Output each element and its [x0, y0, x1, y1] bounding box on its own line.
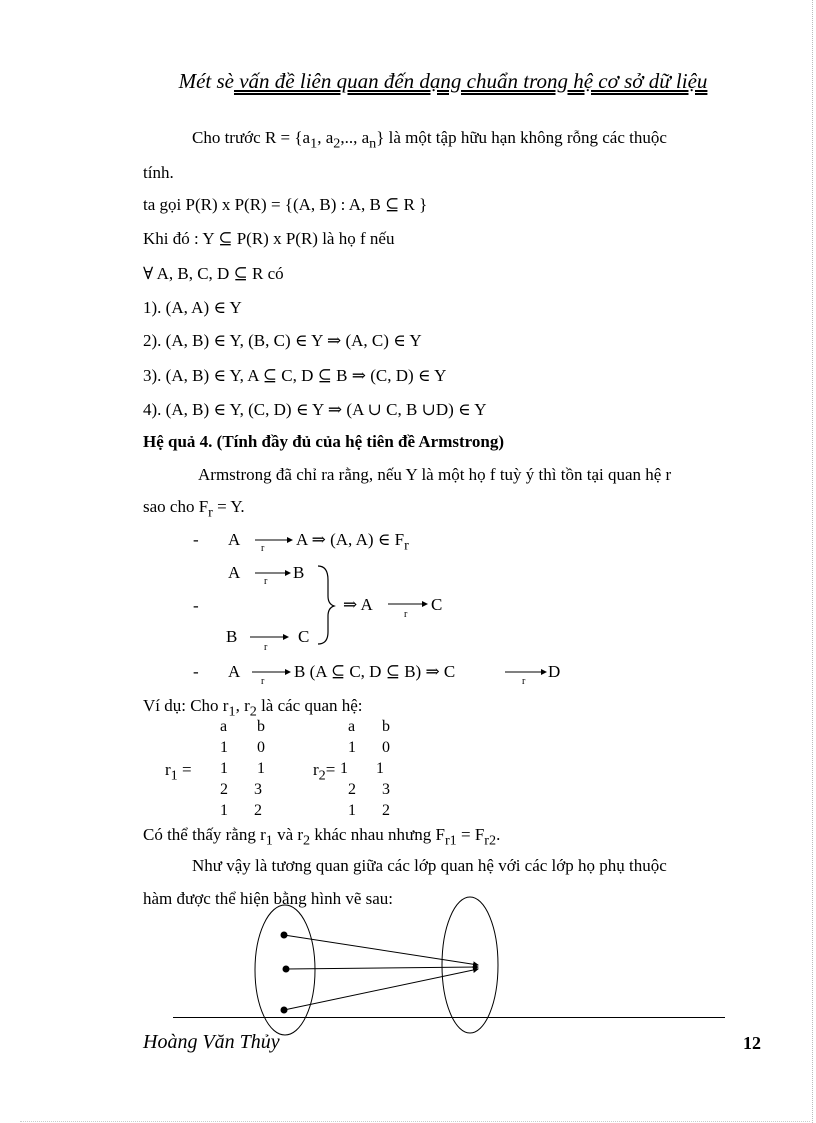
item2-result-left: ⇒ A	[343, 595, 373, 614]
item2-bot-arrow-label: r	[264, 642, 268, 653]
table-r2-cell: 0	[382, 739, 390, 756]
table-r1-cell: 1	[220, 739, 228, 756]
table-r2-cell: 2	[348, 781, 356, 798]
table-r2-cell: 3	[382, 781, 390, 798]
item1-dash: -	[193, 530, 199, 549]
para1-line1: Cho trước $R = \{a_1$, $a_2$,.., $a_n$} là một tập hữu hạn không rỗng các thuộc	[192, 128, 667, 152]
section-heading: Hệ quả 4. (Tính đầy đủ của hệ tiên đề Armstrong)	[143, 432, 504, 451]
page-edge-bottom	[20, 1121, 810, 1122]
para2-line2: sao cho $F_r = Y$.	[143, 497, 245, 521]
item2-bot-left: B	[226, 627, 238, 646]
para3-line2: hàm được thể hiện bằng hình vẽ sau:	[143, 889, 394, 908]
para3-line1: Như vậy là tương quan giữa các lớp quan hệ với các lớp họ phụ thuộc	[192, 856, 667, 875]
table-r2-cell: 2	[382, 802, 390, 819]
rule-2: 2). (A, B) ∈ Y, (B, C) ∈ Y ⇒ (A, C) ∈ Y	[143, 331, 422, 350]
right-ellipse	[442, 897, 498, 1033]
item3-dash: -	[193, 662, 199, 681]
table-r1-cell: 1	[220, 760, 228, 777]
table-r2-cell: 1	[376, 760, 384, 777]
page-edge-right	[812, 0, 813, 1123]
item2-top-left: A	[228, 563, 241, 582]
rule-3: 3). (A, B) ∈ Y, A ⊆ C, D ⊆ B ⇒ (C, D) ∈ Y	[143, 366, 447, 385]
item2-result-right: C	[431, 595, 443, 614]
para2-line1: Armstrong đã chỉ ra rằng, nếu Y là một họ f tuỳ ý thì tồn tại quan hệ r	[198, 465, 672, 484]
table-r1-cell: 1	[220, 802, 228, 819]
def-forall: ∀ A, B, C, D ⊆ R có	[143, 264, 284, 283]
table-r1-header-b: b	[257, 718, 265, 735]
table-r2-cell: 1	[348, 739, 356, 756]
r2-label: $r_2=$	[313, 760, 336, 784]
item2-top-right: B	[293, 563, 305, 582]
item3-arrow-label-2: r	[522, 676, 526, 687]
item1-arrow-label: r	[261, 543, 265, 554]
table-r2-header-b: b	[382, 718, 390, 735]
item2-bot-right: C	[298, 627, 310, 646]
item2-top-arrow-label: r	[264, 576, 268, 587]
table-r2-header-a: a	[348, 718, 356, 735]
item2-dash: -	[193, 596, 199, 615]
item2-result-arrow-label: r	[404, 609, 408, 620]
table-r2-cell: 1	[348, 802, 356, 819]
table-r1-cell: 0	[257, 739, 265, 756]
item3-arrow-label-1: r	[261, 676, 265, 687]
rule-4: 4). (A, B) ∈ Y, (C, D) ∈ Y ⇒ (A ∪ C, B ∪D) ∈ Y	[143, 400, 487, 419]
example-intro: Ví dụ: Cho $r_1$, $r_2$ là các quan hệ:	[143, 696, 363, 720]
brace	[318, 566, 334, 644]
page-number: 12	[743, 1033, 761, 1053]
map-arrow-3	[284, 969, 478, 1010]
para1-line2: tính.	[143, 163, 174, 182]
rule-1: 1). (A, A) ∈ Y	[143, 298, 242, 317]
header-title-part1: Mét sè	[178, 69, 234, 93]
def-pr: ta gọi P(R) x P(R) = {(A, B) : A, B ⊆ R }	[143, 195, 428, 214]
table-r1-cell: 1	[257, 760, 265, 777]
header-title-part2: vấn đề liên quan đến dạng chuẩn trong hệ cơ sở dữ liệu	[233, 69, 708, 93]
conclusion: Có thể thấy rằng $r_1$ và $r_2$ khác nhau nhưng $F_{r1} = F_{r2}$.	[143, 825, 501, 849]
item3-left: A	[228, 662, 241, 681]
table-r1-header-a: a	[220, 718, 228, 735]
item1-right: A ⇒ (A, A) ∈ $F_r$	[296, 530, 409, 554]
item1-left: A	[228, 530, 241, 549]
item3-right: D	[548, 662, 561, 681]
table-r1-cell: 2	[220, 781, 228, 798]
item3-mid: B (A ⊆ C, D ⊆ B) ⇒ C	[294, 662, 456, 681]
footer-rule	[173, 1017, 725, 1018]
table-r2-cell: 1	[340, 760, 348, 777]
def-khido: Khi đó : Y ⊆ P(R) x P(R) là họ f nếu	[143, 229, 395, 248]
table-r1-cell: 2	[254, 802, 262, 819]
footer-author: Hoàng Văn Thủy	[143, 1031, 280, 1053]
map-arrow-1	[284, 935, 478, 965]
table-r1-cell: 3	[254, 781, 262, 798]
r1-label: $r_1$ =	[165, 760, 192, 784]
